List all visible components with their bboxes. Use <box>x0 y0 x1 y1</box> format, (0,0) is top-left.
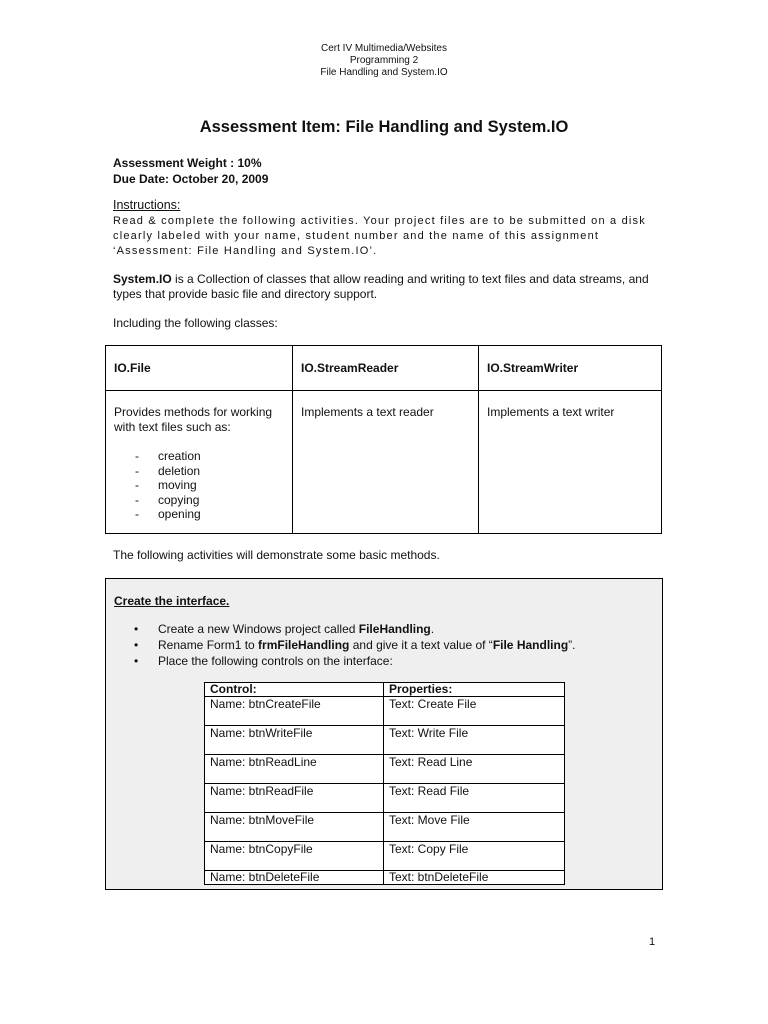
control-name: Name: btnDeleteFile <box>205 871 384 885</box>
bullet-text: Create a new Windows project called <box>158 622 359 636</box>
io-streamwriter-description: Implements a text writer <box>479 391 662 534</box>
table-row <box>205 842 565 871</box>
box-title: Create the interface. <box>114 594 230 608</box>
header-course: Cert IV Multimedia/Websites <box>321 43 447 54</box>
page-title: Assessment Item: File Handling and System.IO <box>199 118 569 136</box>
bullet-bold: FileHandling <box>358 622 431 636</box>
due-date: Due Date: October 20, 2009 <box>113 172 269 186</box>
header-properties: Properties: <box>384 683 565 697</box>
following-activities-text: The following activities will demonstrate some basic methods. <box>113 548 440 562</box>
header-io-file: IO.File <box>106 346 293 391</box>
instructions-text: Read & complete the following activities. Your project files are to be submitted on a disk clearly labeled with your name, student number and the name of this assignment ‘Assessment: File Handling and System.IO’. <box>113 215 646 257</box>
including-text: Including the following classes: <box>113 316 278 330</box>
table-row <box>205 726 565 755</box>
list-item: - opening <box>114 507 284 522</box>
controls-table-header <box>205 683 565 697</box>
list-item: • Place the following controls on the interface: <box>114 653 576 669</box>
bullet-text: and give it a text value of “ <box>349 638 493 652</box>
control-name: Name: btnReadLine <box>205 755 384 784</box>
io-file-cell <box>106 391 293 534</box>
header-subject: Programming 2 <box>349 55 419 66</box>
header-control: Control: <box>205 683 384 697</box>
control-props: Text: Create File <box>384 697 565 726</box>
bullet-text: Rename Form1 to <box>158 638 259 652</box>
control-props: Text: Write File <box>384 726 565 755</box>
control-name: Name: btnMoveFile <box>205 813 384 842</box>
io-streamreader-description: Implements a text reader <box>293 391 479 534</box>
control-name: Name: btnReadFile <box>205 784 384 813</box>
header-io-streamreader: IO.StreamReader <box>293 346 479 391</box>
control-name: Name: btnCopyFile <box>205 842 384 871</box>
controls-table <box>204 682 565 885</box>
control-name: Name: btnWriteFile <box>205 726 384 755</box>
system-io-term: System.IO <box>113 272 172 286</box>
table-row <box>205 784 565 813</box>
table-row <box>205 813 565 842</box>
control-props: Text: Read Line <box>384 755 565 784</box>
table-row <box>205 697 565 726</box>
bullet-bold: File Handling <box>492 638 569 652</box>
list-item: - creation <box>114 449 284 464</box>
control-name: Name: btnCreateFile <box>205 697 384 726</box>
control-props: Text: Read File <box>384 784 565 813</box>
bullet-text: ”. <box>568 638 576 652</box>
bullet-bold: frmFileHandling <box>258 638 350 652</box>
classes-table <box>105 345 662 534</box>
create-interface-box <box>105 578 663 890</box>
list-item: - deletion <box>114 464 284 479</box>
io-file-methods <box>114 449 284 522</box>
system-io-description <box>113 272 673 302</box>
header-topic: File Handling and System.IO <box>320 67 448 78</box>
control-props: Text: btnDeleteFile <box>384 871 565 885</box>
page-number: 1 <box>649 936 656 948</box>
page-header <box>0 43 768 79</box>
list-item: - moving <box>114 478 284 493</box>
assessment-weight: Assessment Weight : 10% <box>113 156 262 170</box>
assessment-meta <box>113 155 268 187</box>
classes-table-header <box>106 346 662 391</box>
header-io-streamwriter: IO.StreamWriter <box>479 346 662 391</box>
io-file-description: Provides methods for working with text files such as: <box>114 405 273 434</box>
system-io-text: is a Collection of classes that allow reading and writing to text files and data streams, and types that provide basic file and directory support. <box>113 272 649 301</box>
table-row <box>205 871 565 885</box>
control-props: Text: Move File <box>384 813 565 842</box>
bullet-text: . <box>430 622 435 636</box>
list-item <box>114 637 576 653</box>
control-props: Text: Copy File <box>384 842 565 871</box>
table-row <box>205 755 565 784</box>
instruction-bullets <box>114 621 576 669</box>
list-item: - copying <box>114 493 284 508</box>
instructions-section <box>113 198 673 259</box>
list-item <box>114 621 576 637</box>
instructions-label: Instructions: <box>113 198 181 212</box>
classes-table-row <box>106 391 662 534</box>
